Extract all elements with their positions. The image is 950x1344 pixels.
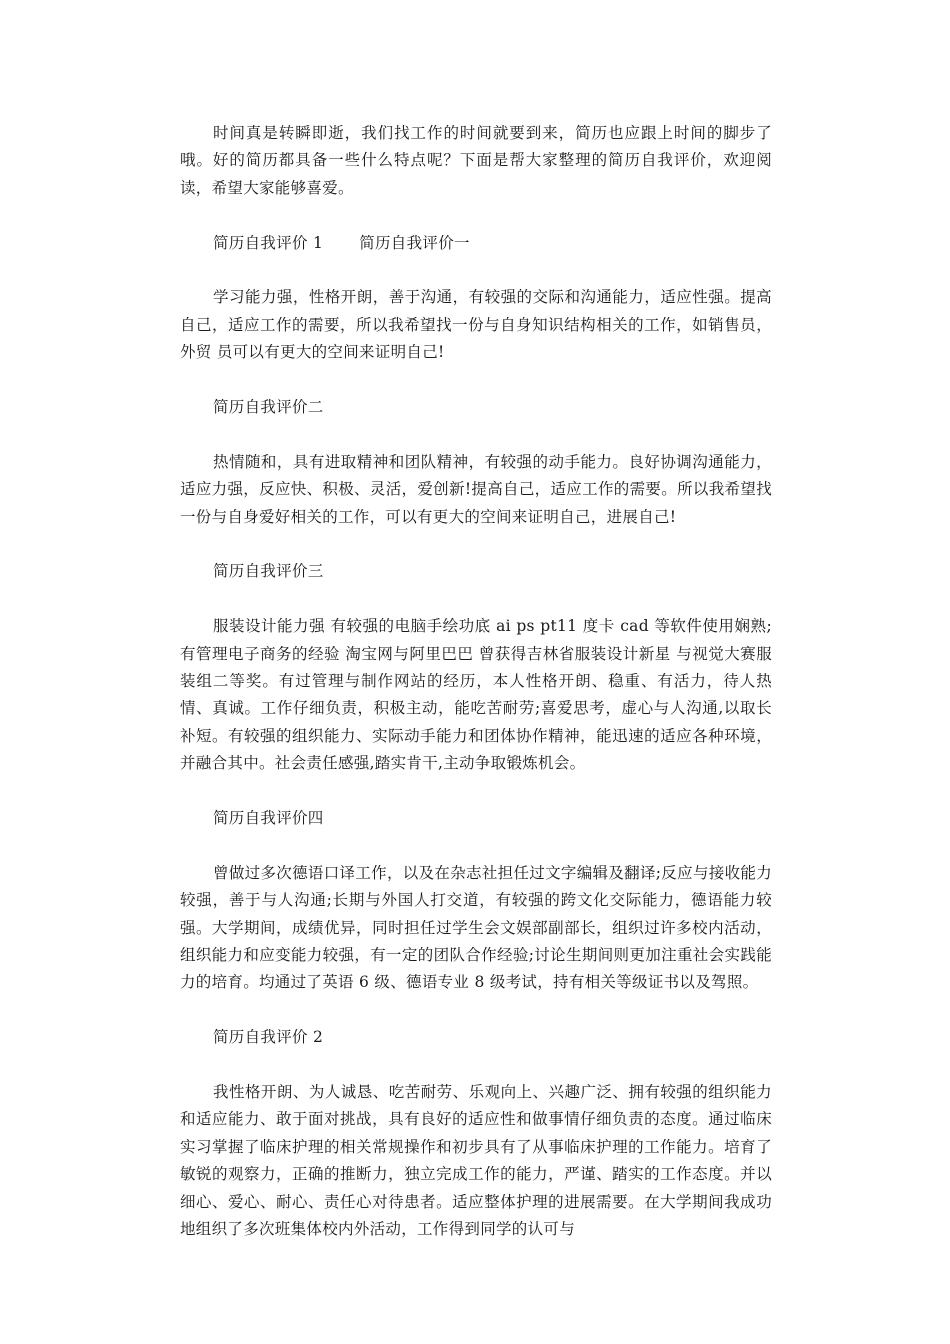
section-title-1: 简历自我评价 1 xyxy=(213,233,324,252)
paragraph-1: 学习能力强，性格开朗，善于沟通，有较强的交际和沟通能力，适应性强。提高自己，适应工作的需要，所以我希望找一份与自身知识结构相关的工作，如销售员， 外贸 员可以有更大的空间来证明自己! xyxy=(180,288,772,362)
paragraph-5: 我性格开朗、为人诚恳、吃苦耐劳、乐观向上、兴趣广泛、拥有较强的组织能力和适应能力、敢于面对挑战，具有良好的适应性和做事情仔细负责的态度。通过临床实习掌握了临床护理的相关常规操作和初步具有了从事临床护理的工作能力。培育了敏锐的观察力，正确的推断力，独立完成工作的能力，严谨、踏实的工作态度。并以细心、爱心、耐心、责任心对待患者。适应整体护理的进展需要。在大学期间我成功地组织了多次班集体校内外活动，工作得到同学的认可与 xyxy=(180,1083,772,1239)
section-subtitle-1: 简历自我评价一 xyxy=(359,233,470,252)
document-body xyxy=(180,120,772,1271)
section-heading-1 xyxy=(180,230,772,257)
paragraph-2: 热情随和，具有进取精神和团队精神，有较强的动手能力。良好协调沟通能力，适应力强，反应快、积极、灵活，爱创新!提高自己，适应工作的需要。所以我希望找一份与自身爱好相关的工作，可以有更大的空间来证明自己，进展自己! xyxy=(180,452,772,526)
section-heading-3: 简历自我评价三 xyxy=(213,562,324,581)
intro-paragraph: 时间真是转瞬即逝，我们找工作的时间就要到来，简历也应跟上时间的脚步了哦。好的简历都具备一些什么特点呢？下面是帮大家整理的简历自我评价，欢迎阅读，希望大家能够喜爱。 xyxy=(180,124,772,197)
paragraph-4: 曾做过多次德语口译工作，以及在杂志社担任过文字编辑及翻译;反应与接收能力较强，善于与人沟通;长期与外国人打交道，有较强的跨文化交际能力，德语能力较强。大学期间，成绩优异，同时担任过学生会文娱部副部长，组织过许多校内活动，组织能力和应变能力较强，有一定的团队合作经验;讨论生期间则更加注重社会实践能力的培育。均通过了英语 6 级、德语专业 8 级考试，持有相关等级证书以及驾照。 xyxy=(180,863,772,992)
section-heading-2: 简历自我评价二 xyxy=(213,398,324,417)
section-heading-4: 简历自我评价四 xyxy=(213,809,324,828)
paragraph-3: 服装设计能力强 有较强的电脑手绘功底 ai ps pt11 度卡 cad 等软件使用娴熟;有管理电子商务的经验 淘宝网与阿里巴巴 曾获得吉林省服装设计新星 与视觉大赛服装组二等奖。有过管理与制作网站的经历，本人性格开朗、稳重、有活力，待人热情、真诚。工作仔细负责，积极主动，能吃苦耐劳;喜爱思考，虚心与人沟通,以取长补短。有较强的组织能力、实际动手能力和团体协作精神，能迅速的适应各种环境，并融合其中。社会责任感强,踏实肯干,主动争取锻炼机会。 xyxy=(180,617,772,773)
section-heading-5: 简历自我评价 2 xyxy=(213,1028,324,1047)
